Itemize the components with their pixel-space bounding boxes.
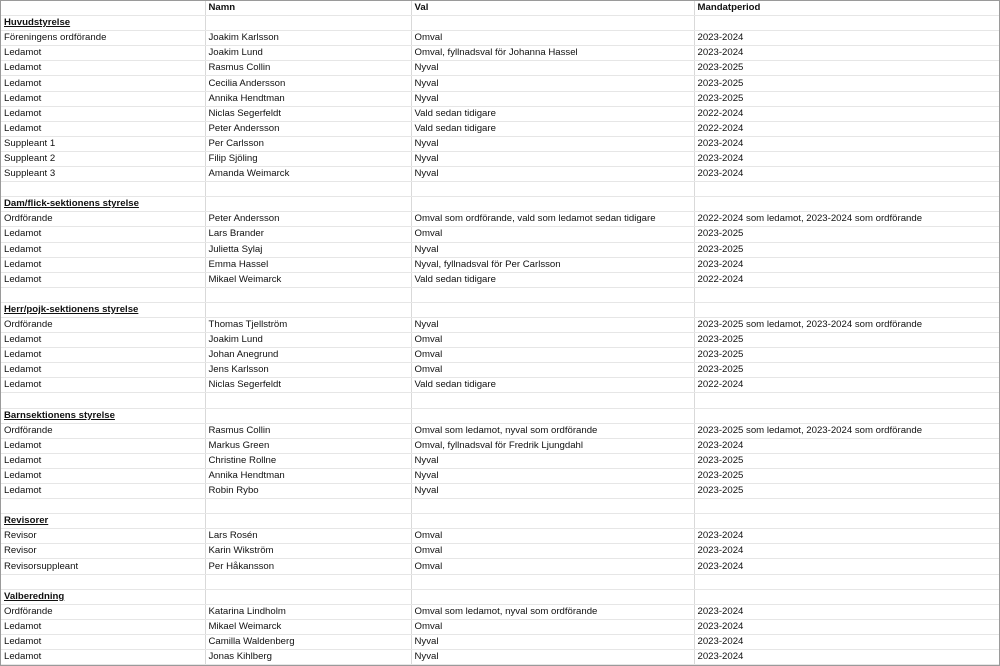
name-cell[interactable]: Karin Wikström [205,544,411,559]
term-cell[interactable]: 2023-2025 [694,91,1000,106]
election-cell[interactable]: Omval som ledamot, nyval som ordförande [411,423,694,438]
election-cell[interactable]: Omval [411,529,694,544]
empty-cell[interactable] [205,589,411,604]
empty-cell[interactable] [694,197,1000,212]
name-cell[interactable]: Joakim Lund [205,333,411,348]
name-cell[interactable]: Katarina Lindholm [205,604,411,619]
empty-cell[interactable] [1,574,205,589]
term-cell[interactable]: 2023-2024 [694,604,1000,619]
blank-row [1,182,1000,197]
role-cell[interactable]: Suppleant 1 [1,136,205,151]
table-row [1,559,1000,574]
role-cell[interactable]: Revisor [1,529,205,544]
name-cell[interactable]: Julietta Sylaj [205,242,411,257]
name-cell[interactable]: Rasmus Collin [205,61,411,76]
table-row [1,363,1000,378]
name-cell[interactable]: Jens Karlsson [205,363,411,378]
table-row [1,650,1000,665]
table-row [1,167,1000,182]
table-row [1,91,1000,106]
empty-cell[interactable] [205,182,411,197]
election-cell[interactable]: Omval [411,31,694,46]
role-cell[interactable]: Ledamot [1,272,205,287]
section-title[interactable]: Herr/pojk-sektionens styrelse [1,302,205,317]
role-cell[interactable]: Föreningens ordförande [1,31,205,46]
term-cell[interactable]: 2023-2025 [694,61,1000,76]
term-cell[interactable]: 2022-2024 [694,121,1000,136]
term-cell[interactable]: 2023-2025 som ledamot, 2023-2024 som ordförande [694,423,1000,438]
term-cell[interactable]: 2023-2025 [694,227,1000,242]
table-row [1,529,1000,544]
role-cell[interactable]: Ledamot [1,348,205,363]
election-cell[interactable]: Nyval, fyllnadsval för Per Carlsson [411,257,694,272]
section-title[interactable]: Valberedning [1,589,205,604]
empty-cell[interactable] [1,393,205,408]
role-cell[interactable]: Ledamot [1,634,205,649]
role-cell[interactable]: Ledamot [1,242,205,257]
name-cell[interactable]: Johan Anegrund [205,348,411,363]
empty-cell[interactable] [411,393,694,408]
empty-cell[interactable] [205,393,411,408]
term-cell[interactable]: 2022-2024 [694,106,1000,121]
table-row [1,634,1000,649]
election-table [1,1,1000,665]
election-cell[interactable]: Omval som ordförande, vald som ledamot sedan tidigare [411,212,694,227]
election-cell[interactable]: Omval, fyllnadsval för Fredrik Ljungdahl [411,438,694,453]
term-cell[interactable]: 2023-2025 [694,468,1000,483]
role-cell[interactable]: Ledamot [1,61,205,76]
election-cell[interactable]: Nyval [411,484,694,499]
section-header-row [1,197,1000,212]
name-cell[interactable]: Lars Brander [205,227,411,242]
name-cell[interactable]: Robin Rybo [205,484,411,499]
table-row [1,242,1000,257]
empty-cell[interactable] [694,589,1000,604]
table-row [1,317,1000,332]
name-cell[interactable]: Emma Hassel [205,257,411,272]
name-cell[interactable]: Peter Andersson [205,121,411,136]
table-row [1,272,1000,287]
empty-cell[interactable] [1,182,205,197]
table-row [1,438,1000,453]
election-cell[interactable]: Vald sedan tidigare [411,378,694,393]
empty-cell[interactable] [205,514,411,529]
empty-cell[interactable] [205,499,411,514]
term-cell[interactable]: 2022-2024 [694,378,1000,393]
empty-cell[interactable] [411,574,694,589]
table-row [1,151,1000,166]
role-cell[interactable]: Ledamot [1,227,205,242]
name-cell[interactable]: Markus Green [205,438,411,453]
term-cell[interactable]: 2023-2025 som ledamot, 2023-2024 som ordförande [694,317,1000,332]
table-row [1,333,1000,348]
election-cell[interactable]: Omval [411,619,694,634]
term-cell[interactable]: 2023-2025 [694,76,1000,91]
name-cell[interactable]: Joakim Lund [205,46,411,61]
section-header-row [1,302,1000,317]
empty-cell[interactable] [411,589,694,604]
role-cell[interactable]: Ledamot [1,106,205,121]
section-header-row [1,408,1000,423]
table-row [1,619,1000,634]
election-cell[interactable]: Omval [411,348,694,363]
role-cell[interactable]: Ledamot [1,468,205,483]
section-title[interactable]: Barnsektionens styrelse [1,408,205,423]
section-header-row [1,589,1000,604]
election-cell[interactable]: Nyval [411,650,694,665]
section-title[interactable]: Dam/flick-sektionens styrelse [1,197,205,212]
role-cell[interactable]: Ledamot [1,650,205,665]
section-title[interactable]: Revisorer [1,514,205,529]
term-cell[interactable]: 2023-2024 [694,257,1000,272]
name-cell[interactable]: Per Carlsson [205,136,411,151]
empty-cell[interactable] [205,574,411,589]
name-cell[interactable]: Camilla Waldenberg [205,634,411,649]
election-cell[interactable]: Nyval [411,76,694,91]
role-cell[interactable]: Ledamot [1,121,205,136]
empty-cell[interactable] [1,499,205,514]
election-cell[interactable]: Nyval [411,151,694,166]
term-cell[interactable]: 2023-2024 [694,167,1000,182]
empty-cell[interactable] [694,302,1000,317]
blank-row [1,499,1000,514]
empty-cell[interactable] [205,16,411,31]
role-cell[interactable]: Ledamot [1,46,205,61]
header-cell-term[interactable]: Mandatperiod [694,1,1000,16]
empty-cell[interactable] [411,302,694,317]
role-cell[interactable]: Ledamot [1,438,205,453]
election-cell[interactable]: Omval [411,559,694,574]
role-cell[interactable]: Ledamot [1,619,205,634]
role-cell[interactable]: Ordförande [1,212,205,227]
role-cell[interactable]: Ordförande [1,604,205,619]
term-cell[interactable]: 2023-2024 [694,650,1000,665]
empty-cell[interactable] [411,287,694,302]
name-cell[interactable]: Annika Hendtman [205,468,411,483]
table-row [1,61,1000,76]
empty-cell[interactable] [694,182,1000,197]
empty-cell[interactable] [694,408,1000,423]
header-cell-election[interactable]: Val [411,1,694,16]
section-header-row [1,514,1000,529]
name-cell[interactable]: Filip Sjöling [205,151,411,166]
election-cell[interactable]: Nyval [411,61,694,76]
empty-cell[interactable] [1,287,205,302]
role-cell[interactable]: Ledamot [1,378,205,393]
header-row [1,1,1000,16]
election-cell[interactable]: Nyval [411,468,694,483]
role-cell[interactable]: Ledamot [1,76,205,91]
term-cell[interactable]: 2023-2025 [694,348,1000,363]
election-cell[interactable]: Nyval [411,91,694,106]
term-cell[interactable]: 2023-2024 [694,136,1000,151]
term-cell[interactable]: 2023-2024 [694,529,1000,544]
blank-row [1,574,1000,589]
election-cell[interactable]: Nyval [411,634,694,649]
name-cell[interactable]: Mikael Weimarck [205,619,411,634]
table-body [1,1,1000,665]
name-cell[interactable]: Joakim Karlsson [205,31,411,46]
table-row [1,604,1000,619]
table-row [1,257,1000,272]
table-row [1,31,1000,46]
term-cell[interactable]: 2023-2024 [694,151,1000,166]
empty-cell[interactable] [694,574,1000,589]
term-cell[interactable]: 2023-2025 [694,363,1000,378]
name-cell[interactable]: Niclas Segerfeldt [205,106,411,121]
empty-cell[interactable] [411,514,694,529]
name-cell[interactable]: Christine Rollne [205,453,411,468]
term-cell[interactable]: 2022-2024 som ledamot, 2023-2024 som ordförande [694,212,1000,227]
table-row [1,453,1000,468]
term-cell[interactable]: 2022-2024 [694,272,1000,287]
table-row [1,106,1000,121]
table-row [1,121,1000,136]
role-cell[interactable]: Ledamot [1,484,205,499]
empty-cell[interactable] [411,499,694,514]
election-cell[interactable]: Omval [411,544,694,559]
election-cell[interactable]: Omval [411,333,694,348]
election-cell[interactable]: Omval [411,363,694,378]
election-cell[interactable]: Nyval [411,136,694,151]
section-header-row [1,16,1000,31]
term-cell[interactable]: 2023-2024 [694,31,1000,46]
name-cell[interactable]: Rasmus Collin [205,423,411,438]
term-cell[interactable]: 2023-2024 [694,46,1000,61]
empty-cell[interactable] [694,514,1000,529]
term-cell[interactable]: 2023-2024 [694,559,1000,574]
table-row [1,423,1000,438]
role-cell[interactable]: Suppleant 3 [1,167,205,182]
role-cell[interactable]: Ordförande [1,423,205,438]
election-cell[interactable]: Nyval [411,242,694,257]
table-row [1,378,1000,393]
term-cell[interactable]: 2023-2024 [694,634,1000,649]
table-row [1,212,1000,227]
term-cell[interactable]: 2023-2024 [694,438,1000,453]
table-row [1,46,1000,61]
empty-cell[interactable] [411,182,694,197]
name-cell[interactable]: Niclas Segerfeldt [205,378,411,393]
header-cell-role[interactable] [1,1,205,16]
name-cell[interactable]: Thomas Tjellström [205,317,411,332]
empty-cell[interactable] [411,408,694,423]
empty-cell[interactable] [205,408,411,423]
term-cell[interactable]: 2023-2024 [694,619,1000,634]
name-cell[interactable]: Lars Rosén [205,529,411,544]
table-row [1,468,1000,483]
table-row [1,76,1000,91]
table-row [1,348,1000,363]
name-cell[interactable]: Jonas Kihlberg [205,650,411,665]
role-cell[interactable]: Ledamot [1,363,205,378]
election-cell[interactable]: Nyval [411,453,694,468]
header-cell-name[interactable]: Namn [205,1,411,16]
empty-cell[interactable] [411,197,694,212]
election-cell[interactable]: Nyval [411,317,694,332]
empty-cell[interactable] [205,302,411,317]
section-title[interactable]: Huvudstyrelse [1,16,205,31]
empty-cell[interactable] [694,499,1000,514]
name-cell[interactable]: Peter Andersson [205,212,411,227]
role-cell[interactable]: Revisor [1,544,205,559]
term-cell[interactable]: 2023-2025 [694,484,1000,499]
table-row [1,136,1000,151]
term-cell[interactable]: 2023-2025 [694,333,1000,348]
election-cell[interactable]: Omval, fyllnadsval för Johanna Hassel [411,46,694,61]
empty-cell[interactable] [694,287,1000,302]
table-row [1,484,1000,499]
table-row [1,227,1000,242]
name-cell[interactable]: Cecilia Andersson [205,76,411,91]
election-cell[interactable]: Omval [411,227,694,242]
term-cell[interactable]: 2023-2025 [694,453,1000,468]
empty-cell[interactable] [411,16,694,31]
role-cell[interactable]: Ledamot [1,257,205,272]
role-cell[interactable]: Revisorsuppleant [1,559,205,574]
blank-row [1,287,1000,302]
role-cell[interactable]: Ledamot [1,333,205,348]
name-cell[interactable]: Amanda Weimarck [205,167,411,182]
election-cell[interactable]: Vald sedan tidigare [411,121,694,136]
term-cell[interactable]: 2023-2024 [694,544,1000,559]
term-cell[interactable]: 2023-2025 [694,242,1000,257]
table-row [1,544,1000,559]
election-cell[interactable]: Omval som ledamot, nyval som ordförande [411,604,694,619]
election-cell[interactable]: Vald sedan tidigare [411,272,694,287]
blank-row [1,393,1000,408]
role-cell[interactable]: Ledamot [1,91,205,106]
role-cell[interactable]: Ledamot [1,453,205,468]
name-cell[interactable]: Mikael Weimarck [205,272,411,287]
empty-cell[interactable] [694,16,1000,31]
role-cell[interactable]: Suppleant 2 [1,151,205,166]
empty-cell[interactable] [205,197,411,212]
role-cell[interactable]: Ordförande [1,317,205,332]
election-cell[interactable]: Vald sedan tidigare [411,106,694,121]
empty-cell[interactable] [205,287,411,302]
name-cell[interactable]: Annika Hendtman [205,91,411,106]
election-cell[interactable]: Nyval [411,167,694,182]
empty-cell[interactable] [694,393,1000,408]
name-cell[interactable]: Per Håkansson [205,559,411,574]
